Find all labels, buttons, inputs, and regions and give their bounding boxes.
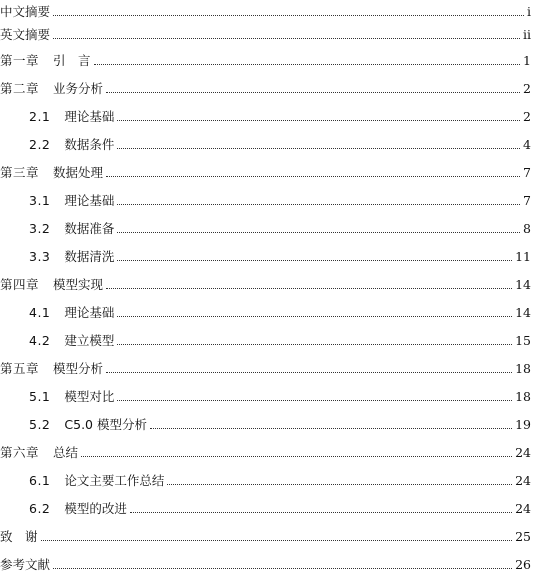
toc-leader-dots	[53, 37, 520, 39]
toc-entry-number: 第一章	[0, 53, 40, 68]
toc-entry-title: 数据清洗	[64, 249, 115, 264]
toc-entry-page: 4	[523, 137, 531, 152]
toc-entry-page: 18	[515, 389, 531, 404]
toc-leader-dots	[150, 427, 512, 429]
toc-entry-number: 5.2	[29, 417, 51, 432]
toc-leader-dots	[117, 399, 512, 401]
toc-entry-title: 模型分析	[53, 361, 104, 376]
toc-leader-dots	[106, 371, 512, 373]
toc-leader-dots	[106, 91, 520, 93]
toc-entry-title: 中文摘要	[0, 4, 51, 19]
toc-leader-dots	[117, 259, 512, 261]
toc-entry-chapter-3[interactable]	[0, 162, 531, 180]
toc-entry-title: 建立模型	[64, 333, 115, 348]
toc-entry-page: 24	[515, 473, 531, 488]
toc-entry-chinese-abstract[interactable]	[0, 1, 531, 19]
toc-entry-title: 数据条件	[64, 137, 115, 152]
toc-entry-page: 14	[515, 305, 531, 320]
toc-entry-page: 18	[515, 361, 531, 376]
toc-leader-dots	[53, 14, 524, 16]
toc-leader-dots	[117, 147, 520, 149]
toc-entry-title: 致 谢	[0, 529, 38, 544]
toc-entry-title: 引 言	[53, 53, 91, 68]
toc-entry-title: 理论基础	[64, 109, 115, 124]
toc-entry-page: 14	[515, 277, 531, 292]
toc-entry-chapter-2[interactable]	[0, 78, 531, 96]
toc-entry-page: 2	[523, 109, 531, 124]
toc-leader-dots	[94, 63, 521, 65]
toc-entry-title: 理论基础	[64, 305, 115, 320]
toc-leader-dots	[130, 511, 512, 513]
toc-leader-dots	[117, 203, 520, 205]
toc-entry-section-2-1[interactable]	[0, 106, 531, 124]
toc-entry-chapter-6[interactable]	[0, 442, 531, 460]
toc-entry-section-6-2[interactable]	[0, 498, 531, 516]
toc-entry-chapter-4[interactable]	[0, 274, 531, 292]
toc-entry-title: 数据处理	[53, 165, 104, 180]
toc-entry-number: 第二章	[0, 81, 40, 96]
toc-entry-number: 第五章	[0, 361, 40, 376]
toc-entry-page: 26	[515, 557, 531, 572]
toc-entry-title: 理论基础	[64, 193, 115, 208]
toc-leader-dots	[167, 483, 512, 485]
toc-entry-page: 15	[515, 333, 531, 348]
toc-entry-number: 4.2	[29, 333, 51, 348]
toc-entry-page: 2	[523, 81, 531, 96]
toc-leader-dots	[117, 315, 512, 317]
toc-entry-chapter-5[interactable]	[0, 358, 531, 376]
toc-entry-number: 2.1	[29, 109, 51, 124]
toc-entry-title: 业务分析	[53, 81, 104, 96]
toc-entry-number: 3.1	[29, 193, 51, 208]
toc-entry-number: 第三章	[0, 165, 40, 180]
toc-entry-page: i	[527, 4, 531, 19]
toc-entry-page: 1	[523, 53, 531, 68]
toc-leader-dots	[117, 343, 512, 345]
toc-entry-section-6-1[interactable]	[0, 470, 531, 488]
toc-leader-dots	[117, 119, 520, 121]
toc-entry-section-2-2[interactable]	[0, 134, 531, 152]
toc-entry-section-5-2[interactable]	[0, 414, 531, 432]
toc-entry-page: 7	[523, 193, 531, 208]
toc-entry-page: 19	[515, 417, 531, 432]
toc-entry-references[interactable]	[0, 554, 531, 572]
toc-entry-english-abstract[interactable]	[0, 24, 531, 42]
toc-entry-number: 6.2	[29, 501, 51, 516]
toc-entry-number: 第六章	[0, 445, 40, 460]
toc-entry-number: 4.1	[29, 305, 51, 320]
toc-entry-page: 8	[523, 221, 531, 236]
toc-entry-title: 论文主要工作总结	[64, 473, 165, 488]
toc-entry-title: 模型实现	[53, 277, 104, 292]
toc-entry-title: 英文摘要	[0, 27, 51, 42]
toc-entry-number: 3.2	[29, 221, 51, 236]
toc-entry-section-3-3[interactable]	[0, 246, 531, 264]
toc-entry-section-4-1[interactable]	[0, 302, 531, 320]
toc-entry-number: 第四章	[0, 277, 40, 292]
toc-leader-dots	[53, 567, 512, 569]
toc-entry-number: 6.1	[29, 473, 51, 488]
toc-leader-dots	[106, 175, 520, 177]
toc-entry-page: 24	[515, 501, 531, 516]
toc-entry-number: 3.3	[29, 249, 51, 264]
toc-entry-section-5-1[interactable]	[0, 386, 531, 404]
toc-entry-title: 总结	[53, 445, 79, 460]
toc-entry-number: 2.2	[29, 137, 51, 152]
toc-leader-dots	[41, 539, 513, 541]
toc-entry-title: C5.0 模型分析	[64, 417, 147, 432]
toc-entry-chapter-1[interactable]	[0, 50, 531, 68]
toc-entry-page: 25	[515, 529, 531, 544]
toc-leader-dots	[106, 287, 512, 289]
toc-leader-dots	[81, 455, 512, 457]
toc-entry-section-4-2[interactable]	[0, 330, 531, 348]
toc-entry-section-3-1[interactable]	[0, 190, 531, 208]
toc-entry-page: 7	[523, 165, 531, 180]
toc-entry-title: 参考文献	[0, 557, 51, 572]
toc-entry-page: 11	[515, 249, 531, 264]
toc-entry-title: 模型的改进	[64, 501, 127, 516]
toc-entry-page: 24	[515, 445, 531, 460]
toc-leader-dots	[117, 231, 520, 233]
toc-entry-section-3-2[interactable]	[0, 218, 531, 236]
toc-entry-title: 模型对比	[64, 389, 115, 404]
toc-entry-page: ii	[523, 27, 531, 42]
toc-entry-acknowledgements[interactable]	[0, 526, 531, 544]
toc-entry-number: 5.1	[29, 389, 51, 404]
toc-entry-title: 数据准备	[64, 221, 115, 236]
